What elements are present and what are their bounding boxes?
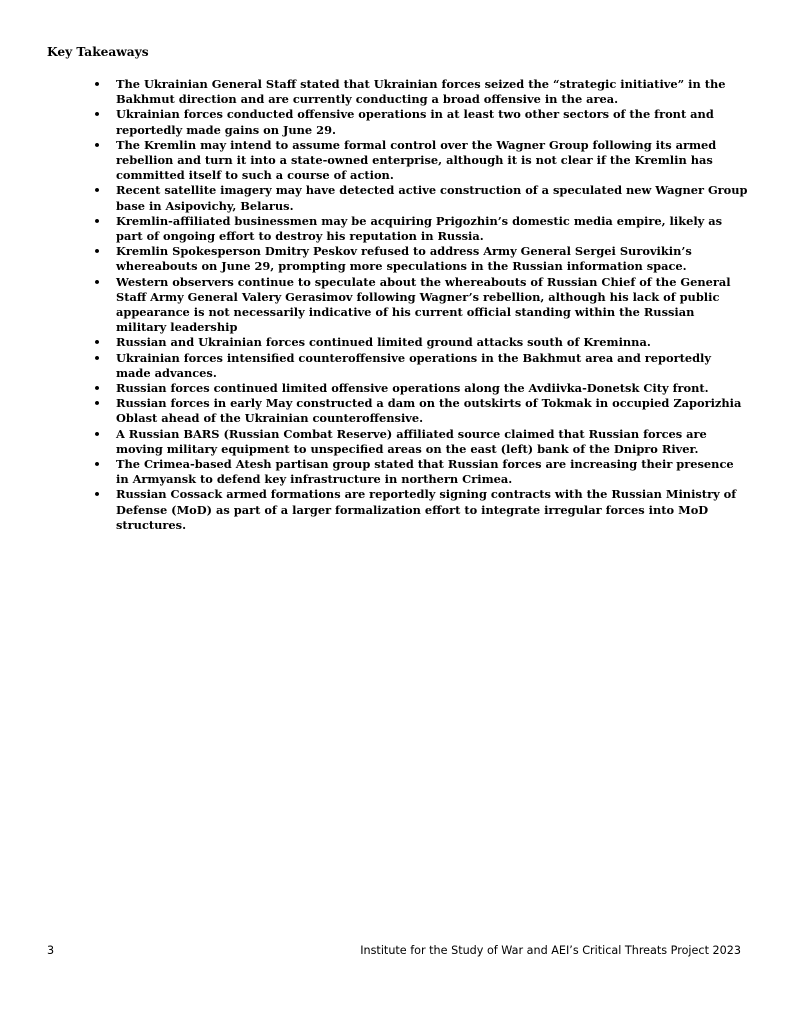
bullet-icon: • (93, 183, 101, 198)
bullet-icon: • (93, 274, 101, 289)
list-item (93, 335, 748, 350)
list-item-text: The Ukrainian General Staff stated that Ukrainian forces seized the “strategic initiative” in the Bakhmut direction and are currently conducting a broad offensive in the area. (116, 77, 726, 107)
list-item-text: Kremlin Spokesperson Dmitry Peskov refused to address Army General Sergei Surovikin’s whereabouts on June 29, prompting more speculations in the Russian information space. (116, 244, 692, 274)
bullet-icon: • (93, 350, 101, 365)
list-item (93, 426, 748, 457)
list-item-text: A Russian BARS (Russian Combat Reserve) affiliated source claimed that Russian forces are moving military equipment to unspecified areas on the east (left) bank of the Dnipro River. (116, 426, 707, 456)
bullet-icon: • (93, 487, 101, 502)
bullet-icon: • (93, 213, 101, 228)
list-item (93, 107, 748, 137)
list-item (93, 137, 748, 184)
bullet-icon: • (93, 426, 101, 441)
key-takeaways-heading: Key Takeaways (47, 45, 149, 59)
bullet-icon: • (93, 381, 101, 396)
list-item-text: The Kremlin may intend to assume formal control over the Wagner Group following its armed rebellion and turn it into a state-owned enterprise, although it is not clear if the Kremlin has committed itself to such a course of action. (116, 137, 717, 183)
list-item (93, 396, 748, 426)
page-number: 3 (47, 944, 55, 957)
list-item (93, 244, 748, 274)
list-item (93, 183, 748, 213)
list-item-text: Ukrainian forces intensified counteroffensive operations in the Bakhmut area and reportedly made advances. (116, 350, 711, 380)
list-item (93, 274, 748, 336)
list-item (93, 487, 748, 533)
key-takeaways-list (93, 77, 748, 533)
list-item (93, 381, 748, 396)
list-item-text: Russian and Ukrainian forces continued limited ground attacks south of Kreminna. (116, 335, 651, 350)
list-item-text: Russian forces in early May constructed a dam on the outskirts of Tokmak in occupied Zaporizhia Oblast ahead of the Ukrainian counteroffensive. (116, 396, 742, 426)
bullet-icon: • (93, 107, 101, 122)
list-item-text: Russian forces continued limited offensive operations along the Avdiivka-Donetsk City front. (116, 381, 709, 396)
bullet-icon: • (93, 396, 101, 411)
footer-credit: Institute for the Study of War and AEI’s Critical Threats Project 2023 (360, 944, 741, 957)
list-item-text: Western observers continue to speculate about the whereabouts of Russian Chief of the General Staff Army General Valery Gerasimov following Wagner’s rebellion, although his lack of public appearance is not necessarily indicative of his current official standing within the Russian military leadership (116, 274, 731, 335)
bullet-icon: • (93, 77, 101, 91)
list-item (93, 350, 748, 381)
list-item (93, 457, 748, 487)
bullet-icon: • (93, 457, 101, 472)
bullet-icon: • (93, 335, 101, 350)
list-item (93, 213, 748, 244)
list-item-text: Russian Cossack armed formations are reportedly signing contracts with the Russian Ministry of Defense (MoD) as part of a larger formalization effort to integrate irregular forces into MoD structures. (116, 487, 737, 532)
list-item-text: Ukrainian forces conducted offensive operations in at least two other sectors of the front and reportedly made gains on June 29. (116, 107, 714, 137)
bullet-icon: • (93, 244, 101, 259)
bullet-icon: • (93, 137, 101, 152)
list-item-text: The Crimea-based Atesh partisan group stated that Russian forces are increasing their presence in Armyansk to defend key infrastructure in northern Crimea. (116, 457, 734, 487)
list-item (93, 77, 748, 107)
list-item-text: Kremlin-affiliated businessmen may be acquiring Prigozhin’s domestic media empire, likely as part of ongoing effort to destroy his reputation in Russia. (116, 213, 723, 244)
list-item-text: Recent satellite imagery may have detected active construction of a speculated new Wagner Group base in Asipovichy, Belarus. (116, 183, 748, 213)
